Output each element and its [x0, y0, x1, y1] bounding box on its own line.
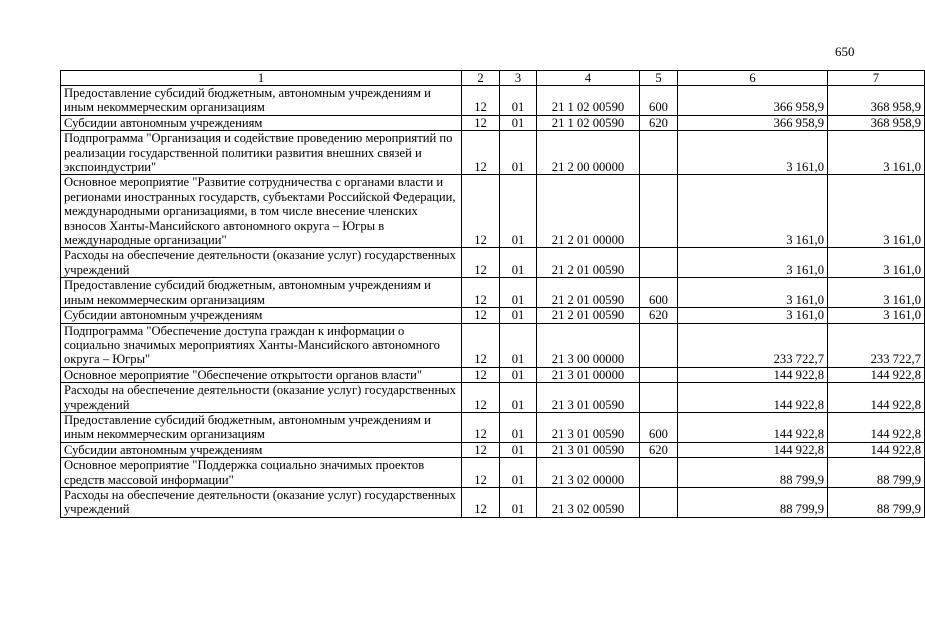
header-cell: 4	[537, 71, 640, 86]
target-article-cell: 21 3 01 00590	[537, 442, 640, 457]
amount-col7-cell: 144 922,8	[828, 367, 925, 382]
section-code-cell: 12	[462, 86, 500, 116]
amount-col7-cell: 144 922,8	[828, 442, 925, 457]
header-cell: 3	[500, 71, 537, 86]
row-name-cell: Предоставление субсидий бюджетным, автономным учреждениям и иным некоммерческим организациям	[61, 278, 462, 308]
amount-col7-cell: 368 958,9	[828, 86, 925, 116]
table-row	[61, 367, 925, 382]
amount-col6-cell: 3 161,0	[678, 131, 828, 175]
table-row	[61, 458, 925, 488]
target-article-cell: 21 3 01 00590	[537, 383, 640, 413]
table-row	[61, 383, 925, 413]
target-article-cell: 21 1 02 00590	[537, 86, 640, 116]
subsection-code-cell: 01	[500, 175, 537, 248]
section-code-cell: 12	[462, 248, 500, 278]
target-article-cell: 21 1 02 00590	[537, 115, 640, 130]
row-name-cell: Подпрограмма "Обеспечение доступа граждан к информации о социально значимых мероприятиях Ханты-Мансийского автономного округа – Югры"	[61, 323, 462, 367]
header-cell: 2	[462, 71, 500, 86]
table-row	[61, 248, 925, 278]
expense-type-cell	[640, 248, 678, 278]
section-code-cell: 12	[462, 383, 500, 413]
row-name-cell: Основное мероприятие "Развитие сотрудничества с органами власти и регионами иностранных государств, субъектами Российской Федерации, международными организациями, в том числе внесение членских взносов Ханты-Мансийского автономного округа – Югры в международные организации"	[61, 175, 462, 248]
section-code-cell: 12	[462, 412, 500, 442]
subsection-code-cell: 01	[500, 278, 537, 308]
table-row	[61, 131, 925, 175]
table-row	[61, 412, 925, 442]
row-name-cell: Предоставление субсидий бюджетным, автономным учреждениям и иным некоммерческим организациям	[61, 86, 462, 116]
subsection-code-cell: 01	[500, 442, 537, 457]
page-number: 650	[835, 44, 855, 59]
subsection-code-cell: 01	[500, 308, 537, 323]
amount-col7-cell: 3 161,0	[828, 278, 925, 308]
row-name-cell: Предоставление субсидий бюджетным, автономным учреждениям и иным некоммерческим организациям	[61, 412, 462, 442]
row-name-cell: Расходы на обеспечение деятельности (оказание услуг) государственных учреждений	[61, 383, 462, 413]
amount-col7-cell: 144 922,8	[828, 383, 925, 413]
amount-col7-cell: 3 161,0	[828, 248, 925, 278]
header-cell: 6	[678, 71, 828, 86]
expense-type-cell: 600	[640, 86, 678, 116]
amount-col7-cell: 3 161,0	[828, 131, 925, 175]
subsection-code-cell: 01	[500, 115, 537, 130]
row-name-cell: Основное мероприятие "Обеспечение открытости органов власти"	[61, 367, 462, 382]
section-code-cell: 12	[462, 458, 500, 488]
amount-col6-cell: 144 922,8	[678, 412, 828, 442]
target-article-cell: 21 3 01 00590	[537, 412, 640, 442]
amount-col7-cell: 368 958,9	[828, 115, 925, 130]
table-row	[61, 175, 925, 248]
expense-type-cell	[640, 323, 678, 367]
expense-type-cell: 620	[640, 308, 678, 323]
table-row	[61, 86, 925, 116]
section-code-cell: 12	[462, 487, 500, 517]
table-row	[61, 308, 925, 323]
target-article-cell: 21 2 01 00590	[537, 248, 640, 278]
expense-type-cell: 620	[640, 442, 678, 457]
subsection-code-cell: 01	[500, 487, 537, 517]
table-row	[61, 323, 925, 367]
expense-type-cell	[640, 458, 678, 488]
target-article-cell: 21 3 01 00000	[537, 367, 640, 382]
section-code-cell: 12	[462, 367, 500, 382]
amount-col6-cell: 366 958,9	[678, 86, 828, 116]
amount-col6-cell: 233 722,7	[678, 323, 828, 367]
row-name-cell: Подпрограмма "Организация и содействие проведению мероприятий по реализации государственной политики развития внешних связей и экспоиндустрии"	[61, 131, 462, 175]
amount-col7-cell: 233 722,7	[828, 323, 925, 367]
subsection-code-cell: 01	[500, 248, 537, 278]
table-row	[61, 487, 925, 517]
subsection-code-cell: 01	[500, 86, 537, 116]
expense-type-cell	[640, 175, 678, 248]
amount-col6-cell: 366 958,9	[678, 115, 828, 130]
subsection-code-cell: 01	[500, 367, 537, 382]
section-code-cell: 12	[462, 175, 500, 248]
amount-col7-cell: 88 799,9	[828, 458, 925, 488]
amount-col6-cell: 144 922,8	[678, 383, 828, 413]
target-article-cell: 21 2 00 00000	[537, 131, 640, 175]
amount-col7-cell: 3 161,0	[828, 175, 925, 248]
section-code-cell: 12	[462, 278, 500, 308]
section-code-cell: 12	[462, 323, 500, 367]
expense-type-cell	[640, 487, 678, 517]
section-code-cell: 12	[462, 308, 500, 323]
subsection-code-cell: 01	[500, 131, 537, 175]
subsection-code-cell: 01	[500, 323, 537, 367]
amount-col6-cell: 88 799,9	[678, 458, 828, 488]
amount-col6-cell: 144 922,8	[678, 367, 828, 382]
amount-col6-cell: 88 799,9	[678, 487, 828, 517]
target-article-cell: 21 3 02 00000	[537, 458, 640, 488]
header-cell: 1	[61, 71, 462, 86]
expense-type-cell	[640, 367, 678, 382]
row-name-cell: Субсидии автономным учреждениям	[61, 308, 462, 323]
target-article-cell: 21 2 01 00590	[537, 308, 640, 323]
table-header-row	[61, 71, 925, 86]
amount-col6-cell: 3 161,0	[678, 278, 828, 308]
section-code-cell: 12	[462, 131, 500, 175]
row-name-cell: Основное мероприятие "Поддержка социально значимых проектов средств массовой информации"	[61, 458, 462, 488]
amount-col6-cell: 3 161,0	[678, 308, 828, 323]
budget-table	[60, 70, 925, 518]
target-article-cell: 21 2 01 00000	[537, 175, 640, 248]
table-row	[61, 442, 925, 457]
header-cell: 5	[640, 71, 678, 86]
row-name-cell: Субсидии автономным учреждениям	[61, 442, 462, 457]
table-row	[61, 278, 925, 308]
section-code-cell: 12	[462, 442, 500, 457]
amount-col7-cell: 3 161,0	[828, 308, 925, 323]
target-article-cell: 21 3 00 00000	[537, 323, 640, 367]
subsection-code-cell: 01	[500, 383, 537, 413]
row-name-cell: Расходы на обеспечение деятельности (оказание услуг) государственных учреждений	[61, 248, 462, 278]
expense-type-cell	[640, 383, 678, 413]
amount-col7-cell: 144 922,8	[828, 412, 925, 442]
amount-col6-cell: 3 161,0	[678, 248, 828, 278]
subsection-code-cell: 01	[500, 458, 537, 488]
header-cell: 7	[828, 71, 925, 86]
amount-col6-cell: 144 922,8	[678, 442, 828, 457]
amount-col6-cell: 3 161,0	[678, 175, 828, 248]
expense-type-cell: 600	[640, 412, 678, 442]
target-article-cell: 21 2 01 00590	[537, 278, 640, 308]
expense-type-cell: 620	[640, 115, 678, 130]
subsection-code-cell: 01	[500, 412, 537, 442]
table-row	[61, 115, 925, 130]
target-article-cell: 21 3 02 00590	[537, 487, 640, 517]
amount-col7-cell: 88 799,9	[828, 487, 925, 517]
section-code-cell: 12	[462, 115, 500, 130]
expense-type-cell: 600	[640, 278, 678, 308]
expense-type-cell	[640, 131, 678, 175]
row-name-cell: Расходы на обеспечение деятельности (оказание услуг) государственных учреждений	[61, 487, 462, 517]
row-name-cell: Субсидии автономным учреждениям	[61, 115, 462, 130]
